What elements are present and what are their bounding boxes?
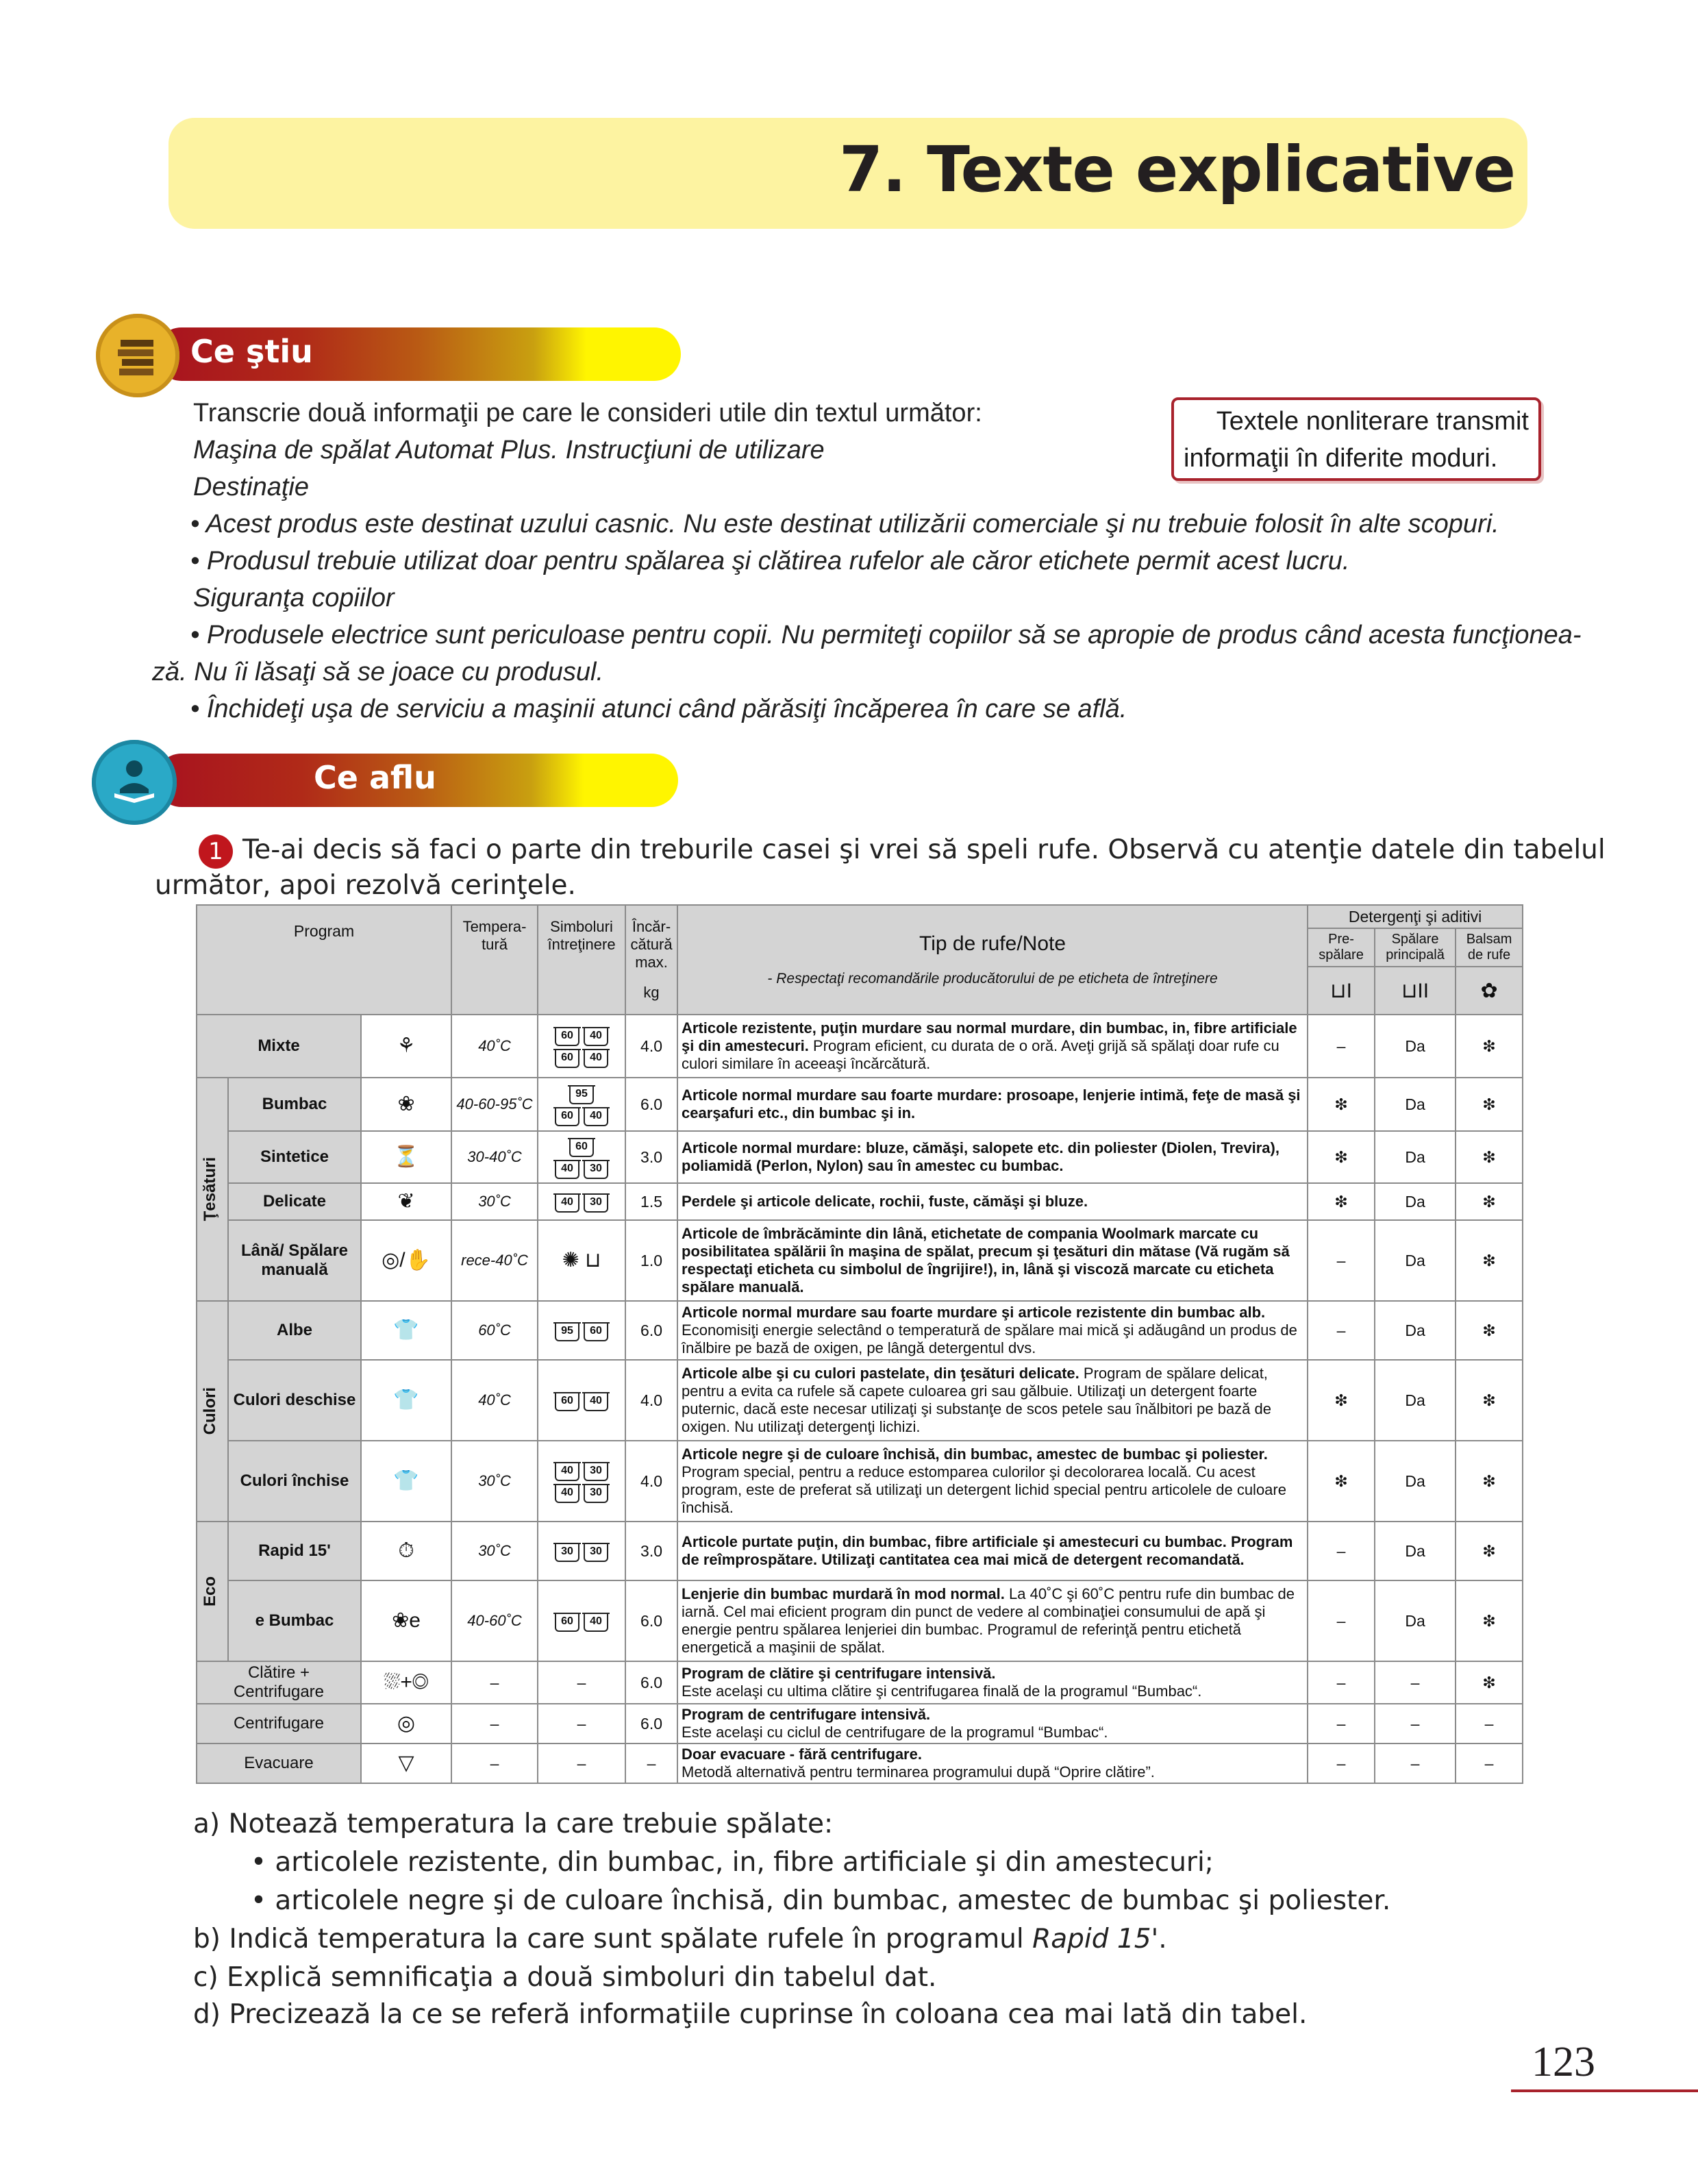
prewash-compartment-icon: ⊔I bbox=[1308, 967, 1375, 1015]
temperature: rece-40˚C bbox=[451, 1220, 538, 1301]
mainwash-value: – bbox=[1375, 1661, 1456, 1704]
load: 6.0 bbox=[625, 1580, 677, 1661]
header-type-title: Tip de rufe/Note bbox=[919, 932, 1066, 955]
care-symbols: 40 30 bbox=[538, 1183, 625, 1220]
title-band bbox=[168, 118, 1527, 229]
bullet-1: • Acest produs este destinat uzului casnic. Nu este destinat utilizării comerciale şi nu trebuie folosit în alte scopuri. bbox=[190, 510, 1499, 538]
cotton-icon: ❀ bbox=[361, 1078, 451, 1131]
group-eco: Eco bbox=[197, 1522, 228, 1661]
softener-value: ❇ bbox=[1456, 1078, 1523, 1131]
section-ce-stiu bbox=[155, 327, 681, 381]
instruction-text: Transcrie două informaţii pe care le consideri utile din textul următor: bbox=[193, 399, 982, 427]
load: 4.0 bbox=[625, 1015, 677, 1078]
care-symbols: 60 40 30 bbox=[538, 1131, 625, 1183]
prewash-value: – bbox=[1308, 1704, 1375, 1744]
question-a-item-1: • articolele rezistente, din bumbac, in, fibre artificiale şi din amestecuri; bbox=[251, 1847, 1214, 1878]
prewash-value: – bbox=[1308, 1580, 1375, 1661]
mainwash-value: Da bbox=[1375, 1580, 1456, 1661]
notes: Program de centrifugare intensivă. Este acelaşi cu ciclul de centrifugare de la programul “Bumbac“. bbox=[677, 1704, 1308, 1744]
notes: Articole normal murdare: bluze, cămăşi, salopete etc. din poliester (Diolen, Trevira), poliamidă (Perlon, Nylon) sau în amestec cu bumbac. bbox=[677, 1131, 1308, 1183]
program-name: Clătire + Centrifugare bbox=[197, 1661, 361, 1704]
softener-compartment-icon: ✿ bbox=[1456, 967, 1523, 1015]
exercise-line-1 bbox=[199, 832, 1606, 869]
header-type-sub: - Respectaţi recomandările producătorului de pe eticheta de întreţinere bbox=[767, 971, 1218, 986]
softener-value: ❇ bbox=[1456, 1015, 1523, 1078]
books-badge bbox=[96, 314, 179, 397]
exercise-number: 1 bbox=[199, 834, 233, 869]
load: 4.0 bbox=[625, 1441, 677, 1522]
temperature: 40˚C bbox=[451, 1015, 538, 1078]
temperature: 30˚C bbox=[451, 1183, 538, 1220]
header-softener: Balsam de rufe bbox=[1456, 928, 1523, 967]
header-type bbox=[677, 905, 1308, 1015]
program-name: Sintetice bbox=[228, 1131, 361, 1183]
bullet-4: • Închideţi uşa de serviciu a maşinii atunci când părăsiţi încăperea în care se află. bbox=[190, 695, 1127, 723]
header-temperature: Tempera-tură bbox=[451, 905, 538, 1015]
table-row bbox=[197, 1522, 1523, 1580]
program-name: e Bumbac bbox=[228, 1580, 361, 1661]
prewash-value: ❇ bbox=[1308, 1183, 1375, 1220]
exercise-text-2: următor, apoi rezolvă cerinţele. bbox=[155, 870, 576, 901]
bullet-3b: ză. Nu îi lăsaţi să se joace cu produsul. bbox=[152, 658, 604, 686]
prewash-value: – bbox=[1308, 1301, 1375, 1360]
notes: Perdele şi articole delicate, rochii, fuste, cămăşi şi bluze. bbox=[677, 1183, 1308, 1220]
notes: Articole normal murdare sau foarte murdare: prosoape, lenjerie intimă, feţe de masă şi cearşafuri etc., din bumbac şi in. bbox=[677, 1078, 1308, 1131]
program-name: Culori deschise bbox=[228, 1360, 361, 1441]
table-row bbox=[197, 1580, 1523, 1661]
temperature: 30˚C bbox=[451, 1441, 538, 1522]
table-row bbox=[197, 1360, 1523, 1441]
temperature: – bbox=[451, 1661, 538, 1704]
header-load-unit: kg bbox=[643, 984, 660, 1001]
table-row bbox=[197, 1441, 1523, 1522]
heading-siguranta: Siguranţa copiilor bbox=[193, 584, 395, 612]
document-title: Maşina de spălat Automat Plus. Instrucţiuni de utilizare bbox=[193, 436, 825, 464]
care-symbols: – bbox=[538, 1661, 625, 1704]
softener-value: ❇ bbox=[1456, 1183, 1523, 1220]
header-care-symbols: Simboluri întreţinere bbox=[538, 905, 625, 1015]
table-row bbox=[197, 1220, 1523, 1301]
washing-programs-table bbox=[196, 904, 1523, 1784]
header-load bbox=[625, 905, 677, 1015]
care-symbols: 95 60 bbox=[538, 1301, 625, 1360]
synthetic-icon: ⏳ bbox=[361, 1131, 451, 1183]
header-program: Program bbox=[197, 905, 451, 1015]
page-number: 123 bbox=[1532, 2039, 1595, 2085]
notes: Articole rezistente, puţin murdare sau normal murdare, din bumbac, in, fibre artificiale şi din amestecuri. Program eficient, cu durata de o oră. Aveţi grijă să spălaţi doar rufe cu culori similare în aceeaşi încărcătură. bbox=[677, 1015, 1308, 1078]
header-prewash: Pre-spălare bbox=[1308, 928, 1375, 967]
table-row bbox=[197, 1301, 1523, 1360]
program-name: Albe bbox=[228, 1301, 361, 1360]
load: 6.0 bbox=[625, 1078, 677, 1131]
care-symbols: 95 60 40 bbox=[538, 1078, 625, 1131]
program-name: Culori închise bbox=[228, 1441, 361, 1522]
table-row bbox=[197, 1078, 1523, 1131]
woolmark-hand-wash-icon: ✺ ⊔ bbox=[538, 1220, 625, 1301]
temperature: 60˚C bbox=[451, 1301, 538, 1360]
care-symbols: 60 40 60 40 bbox=[538, 1015, 625, 1078]
mainwash-value: – bbox=[1375, 1744, 1456, 1783]
heading-destinatie: Destinaţie bbox=[193, 473, 309, 501]
prewash-value: ❇ bbox=[1308, 1131, 1375, 1183]
info-note-box bbox=[1171, 397, 1541, 481]
table-row bbox=[197, 1183, 1523, 1220]
bullet-2: • Produsul trebuie utilizat doar pentru spălarea şi clătirea rufelor ale căror etichete permit acest lucru. bbox=[190, 547, 1350, 575]
reader-icon bbox=[110, 756, 158, 804]
softener-value: ❇ bbox=[1456, 1360, 1523, 1441]
mainwash-value: Da bbox=[1375, 1441, 1456, 1522]
temperature: 30-40˚C bbox=[451, 1131, 538, 1183]
mainwash-value: Da bbox=[1375, 1360, 1456, 1441]
rapid-icon: ⏱ bbox=[361, 1522, 451, 1580]
program-name: Bumbac bbox=[228, 1078, 361, 1131]
table-row bbox=[197, 1744, 1523, 1783]
program-name: Lână/ Spălare manuală bbox=[228, 1220, 361, 1301]
temperature: – bbox=[451, 1744, 538, 1783]
temperature: – bbox=[451, 1704, 538, 1744]
load: 6.0 bbox=[625, 1661, 677, 1704]
prewash-value: – bbox=[1308, 1661, 1375, 1704]
header-mainwash: Spălare principală bbox=[1375, 928, 1456, 967]
mainwash-value: Da bbox=[1375, 1078, 1456, 1131]
bullet-3a: • Produsele electrice sunt periculoase pentru copii. Nu permiteţi copiilor să se apropie de produs când acesta funcţionea- bbox=[190, 621, 1582, 649]
drain-icon: ▽ bbox=[361, 1744, 451, 1783]
question-a-item-2: • articolele negre şi de culoare închisă, din bumbac, amestec de bumbac şi poliester. bbox=[251, 1885, 1391, 1916]
notes: Articole albe şi cu culori pastelate, din ţesături delicate. Program de spălare delicat, pentru a evita ca rufele să capete culoarea gri sau gălbuie. Utilizaţi un detergent foarte puternic, dacă este necesar utilizaţi şi substanţe de scos petele sau înălbitori pe bază de oxigen. Nu utilizaţi detergenţi lichizi. bbox=[677, 1360, 1308, 1441]
prewash-value: – bbox=[1308, 1522, 1375, 1580]
program-name: Rapid 15' bbox=[228, 1522, 361, 1580]
program-name: Centrifugare bbox=[197, 1704, 361, 1744]
section-title: Ce ştiu bbox=[190, 333, 313, 370]
mainwash-value: Da bbox=[1375, 1015, 1456, 1078]
notes: Articole purtate puţin, din bumbac, fibre artificiale şi amestecuri cu bumbac. Program de reîmprospătare. Utilizaţi cantitatea cea mai mică de detergent recomandată. bbox=[677, 1522, 1308, 1580]
temperature: 40-60˚C bbox=[451, 1580, 538, 1661]
exercise-text-1: Te-ai decis să faci o parte din treburile casei şi vrei să speli rufe. Observă cu atenţie datele din tabelul bbox=[242, 834, 1606, 865]
care-symbols: – bbox=[538, 1704, 625, 1744]
softener-value: ❇ bbox=[1456, 1441, 1523, 1522]
group-tesaturi: Ţesături bbox=[197, 1078, 228, 1301]
load: 6.0 bbox=[625, 1704, 677, 1744]
care-symbols: – bbox=[538, 1744, 625, 1783]
care-symbols: 40 30 40 30 bbox=[538, 1441, 625, 1522]
notes: Articole normal murdare sau foarte murdare şi articole rezistente din bumbac alb. Economisiţi energie selectând o temperatură de spălare mai mică şi adăugând un produs de înălbire pe bază de oxigen, pe lângă detergentul dvs. bbox=[677, 1301, 1308, 1360]
softener-value: ❇ bbox=[1456, 1301, 1523, 1360]
prewash-value: – bbox=[1308, 1744, 1375, 1783]
care-symbols: 60 40 bbox=[538, 1360, 625, 1441]
program-name: Delicate bbox=[228, 1183, 361, 1220]
header-detergents: Detergenţi şi aditivi bbox=[1308, 905, 1523, 928]
question-b-program: Rapid 15' bbox=[1032, 1924, 1159, 1955]
mixed-icon: ⚘ bbox=[361, 1015, 451, 1078]
rinse-spin-icon: ⛆+◎ bbox=[361, 1661, 451, 1704]
dark-shirt-icon: 👕 bbox=[361, 1441, 451, 1522]
question-b-end: . bbox=[1158, 1924, 1167, 1955]
light-shirt-icon: 👕 bbox=[361, 1360, 451, 1441]
softener-value: ❇ bbox=[1456, 1661, 1523, 1704]
prewash-value: ❇ bbox=[1308, 1078, 1375, 1131]
question-d: d) Precizează la ce se referă informaţiile cuprinse în coloana cea mai lată din tabel. bbox=[193, 1999, 1308, 2030]
eco-cotton-icon: ❀e bbox=[361, 1580, 451, 1661]
load: 1.5 bbox=[625, 1183, 677, 1220]
table-row bbox=[197, 1131, 1523, 1183]
load: 4.0 bbox=[625, 1360, 677, 1441]
load: 1.0 bbox=[625, 1220, 677, 1301]
wool-icon: ◎/✋ bbox=[361, 1220, 451, 1301]
table-row bbox=[197, 1704, 1523, 1744]
table-row bbox=[197, 1661, 1523, 1704]
notes: Articole de îmbrăcăminte din lână, etichetate de compania Woolmark marcate cu posibilitatea spălării în maşina de spălat, precum şi ţesături din mătase (Vă rugăm să respectaţi eticheta cu simbolul de îngrijire!), in, lână şi viscoză marcate cu eticheta spălare manuală. bbox=[677, 1220, 1308, 1301]
softener-value: ❇ bbox=[1456, 1580, 1523, 1661]
mainwash-value: – bbox=[1375, 1704, 1456, 1744]
question-c: c) Explică semnificaţia a două simboluri din tabelul dat. bbox=[193, 1962, 937, 1993]
note-line-2: informaţii în diferite moduri. bbox=[1184, 444, 1498, 473]
notes: Program de clătire şi centrifugare intensivă. Este acelaşi cu ultima clătire şi centrifugarea finală de la programul “Bumbac“. bbox=[677, 1661, 1308, 1704]
program-name: Evacuare bbox=[197, 1744, 361, 1783]
prewash-value: ❇ bbox=[1308, 1360, 1375, 1441]
care-symbols: 60 40 bbox=[538, 1580, 625, 1661]
softener-value: ❇ bbox=[1456, 1131, 1523, 1183]
table-row bbox=[197, 1015, 1523, 1078]
prewash-value: – bbox=[1308, 1015, 1375, 1078]
care-symbols: 30 30 bbox=[538, 1522, 625, 1580]
spin-icon: ◎ bbox=[361, 1704, 451, 1744]
question-b bbox=[193, 1921, 1167, 1958]
softener-value: – bbox=[1456, 1704, 1523, 1744]
mainwash-value: Da bbox=[1375, 1131, 1456, 1183]
reader-badge bbox=[92, 740, 177, 825]
note-line-1: Textele nonliterare transmit bbox=[1216, 407, 1529, 436]
temperature: 40-60-95˚C bbox=[451, 1078, 538, 1131]
mainwash-value: Da bbox=[1375, 1522, 1456, 1580]
notes: Articole negre şi de culoare închisă, din bumbac, amestec de bumbac şi poliester. Program special, pentru a reduce estomparea culorilor şi decolorarea locală. Cu acest program, este de preferat să utilizaţi un detergent lichid special pentru articolele de culoare închisă. bbox=[677, 1441, 1308, 1522]
softener-value: ❇ bbox=[1456, 1522, 1523, 1580]
temperature: 40˚C bbox=[451, 1360, 538, 1441]
softener-value: ❇ bbox=[1456, 1220, 1523, 1301]
question-a: a) Notează temperatura la care trebuie spălate: bbox=[193, 1809, 834, 1839]
books-icon bbox=[114, 332, 162, 380]
notes: Doar evacuare - fără centrifugare. Metodă alternativă pentru terminarea programului după “Oprire clătire”. bbox=[677, 1744, 1308, 1783]
notes: Lenjerie din bumbac murdară în mod normal. La 40˚C şi 60˚C pentru rufe din bumbac de iarnă. Cel mai eficient program din punct de vedere al combinaţiei consumului de apă şi energie pentru spălarea lenjeriei din bumbac. Programul de referinţă pentru etichetă energetică a maşinii de spălat. bbox=[677, 1580, 1308, 1661]
program-name: Mixte bbox=[197, 1015, 361, 1078]
load: – bbox=[625, 1744, 677, 1783]
page-title: 7. Texte explicative bbox=[839, 133, 1515, 206]
mainwash-value: Da bbox=[1375, 1301, 1456, 1360]
load: 6.0 bbox=[625, 1301, 677, 1360]
white-shirt-icon: 👕 bbox=[361, 1301, 451, 1360]
prewash-value: ❇ bbox=[1308, 1441, 1375, 1522]
delicate-icon: ❦ bbox=[361, 1183, 451, 1220]
mainwash-value: Da bbox=[1375, 1183, 1456, 1220]
load: 3.0 bbox=[625, 1131, 677, 1183]
mainwash-value: Da bbox=[1375, 1220, 1456, 1301]
group-culori: Culori bbox=[197, 1301, 228, 1522]
load: 3.0 bbox=[625, 1522, 677, 1580]
header-load-label: Încăr-cătură max. bbox=[630, 918, 673, 971]
softener-value: – bbox=[1456, 1744, 1523, 1783]
page-number-rule bbox=[1511, 2089, 1698, 2092]
mainwash-compartment-icon: ⊔II bbox=[1375, 967, 1456, 1015]
temperature: 30˚C bbox=[451, 1522, 538, 1580]
section-title: Ce aflu bbox=[314, 759, 436, 796]
question-b-text: b) Indică temperatura la care sunt spălate rufele în programul bbox=[193, 1924, 1033, 1955]
section-ce-aflu bbox=[155, 754, 678, 807]
prewash-value: – bbox=[1308, 1220, 1375, 1301]
